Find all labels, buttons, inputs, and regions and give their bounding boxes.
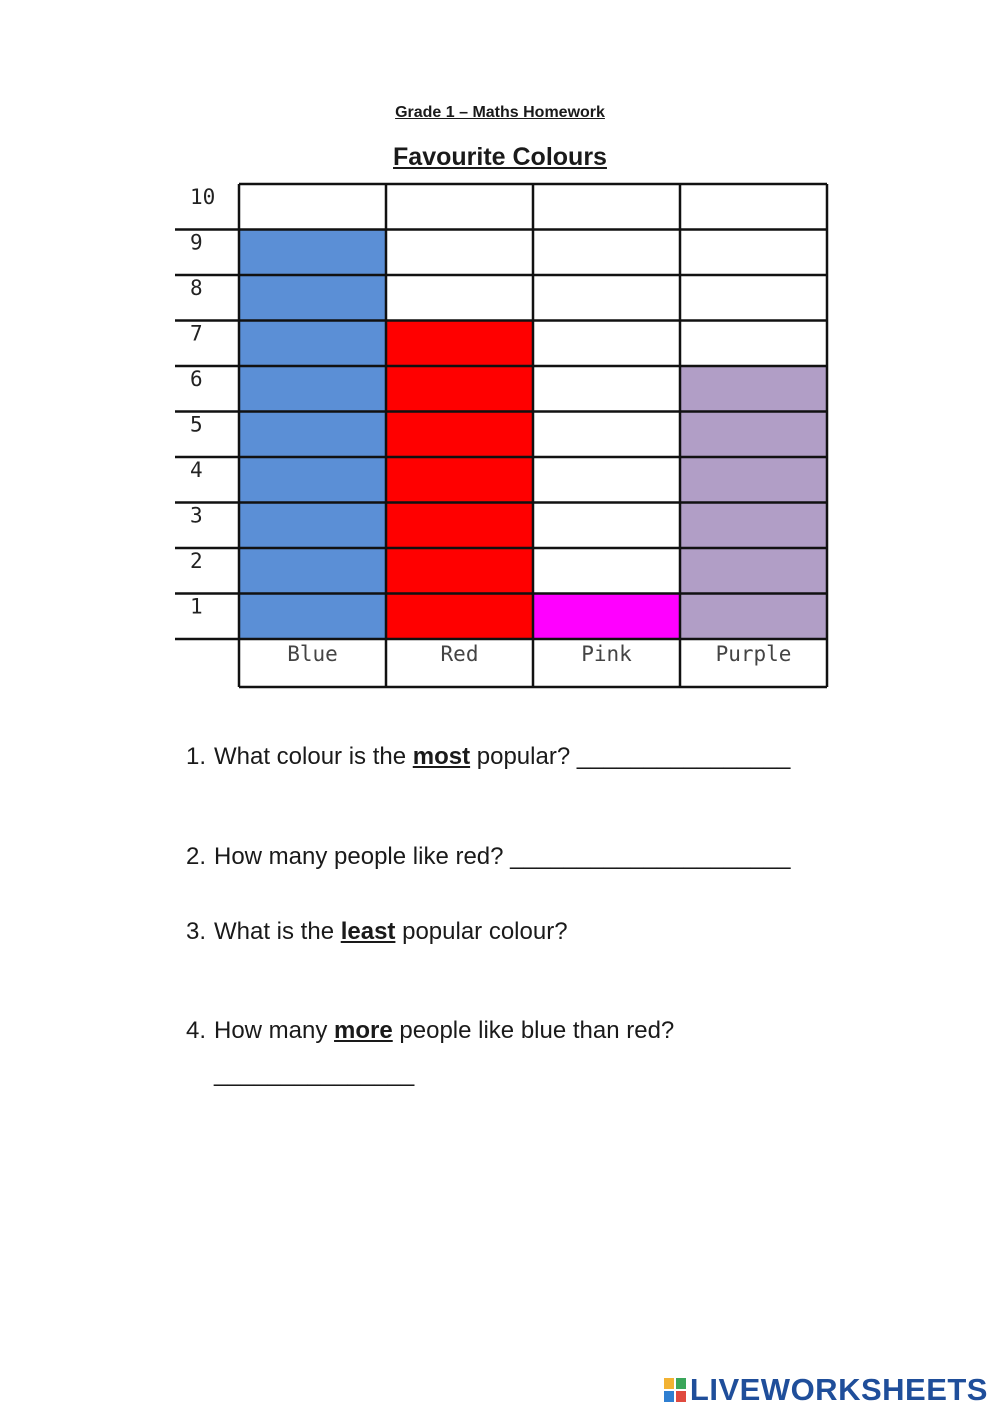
category-label: Blue — [287, 642, 338, 666]
bar-blue — [239, 230, 386, 640]
y-tick-label: 7 — [190, 321, 203, 346]
worksheet-header: Grade 1 – Maths Homework — [395, 104, 605, 121]
question-number: 4. — [186, 1017, 207, 1044]
bar-chart — [0, 0, 1000, 700]
y-tick-label: 8 — [190, 276, 203, 300]
bar-pink — [533, 594, 680, 640]
y-tick-label: 4 — [190, 458, 203, 482]
question-4 — [186, 1017, 674, 1045]
y-tick-label: 3 — [190, 503, 203, 528]
question-emphasis: most — [412, 743, 471, 770]
question-1 — [186, 743, 790, 771]
question-3 — [186, 918, 568, 946]
question-text: What colour is the — [214, 743, 413, 770]
brand-name: LIVEWORKSHEETS — [689, 1372, 988, 1407]
y-tick-label: 9 — [190, 230, 203, 255]
answer-blank-1[interactable]: ________________ — [576, 743, 791, 770]
question-number: 3. — [186, 918, 207, 945]
category-label: Pink — [581, 642, 632, 666]
answer-blank-2[interactable]: _____________________ — [510, 843, 791, 870]
question-text: How many people like red? — [214, 843, 511, 870]
bar-red — [386, 321, 533, 640]
y-tick-label: 5 — [190, 412, 203, 437]
brand-logo — [664, 1370, 988, 1410]
question-number: 2. — [186, 843, 207, 870]
y-tick-label: 2 — [190, 549, 203, 573]
question-text-end: popular? — [470, 743, 577, 770]
question-text-end: people like blue than red? — [392, 1017, 675, 1044]
y-tick-label: 1 — [190, 594, 203, 619]
question-emphasis: more — [334, 1017, 393, 1044]
answer-blank-4[interactable]: _______________ — [214, 1060, 415, 1087]
question-number: 1. — [186, 743, 207, 770]
y-tick-label: 10 — [190, 185, 216, 209]
chart-title: Favourite Colours — [393, 143, 607, 171]
y-tick-label: 6 — [190, 367, 203, 391]
question-2 — [186, 843, 790, 871]
question-text: How many — [214, 1017, 335, 1044]
category-label: Red — [440, 642, 479, 666]
question-emphasis: least — [340, 918, 396, 945]
brand-icon — [664, 1378, 686, 1402]
question-text-end: popular colour? — [395, 918, 568, 945]
question-text: What is the — [214, 918, 341, 945]
category-label: Purple — [715, 642, 792, 666]
